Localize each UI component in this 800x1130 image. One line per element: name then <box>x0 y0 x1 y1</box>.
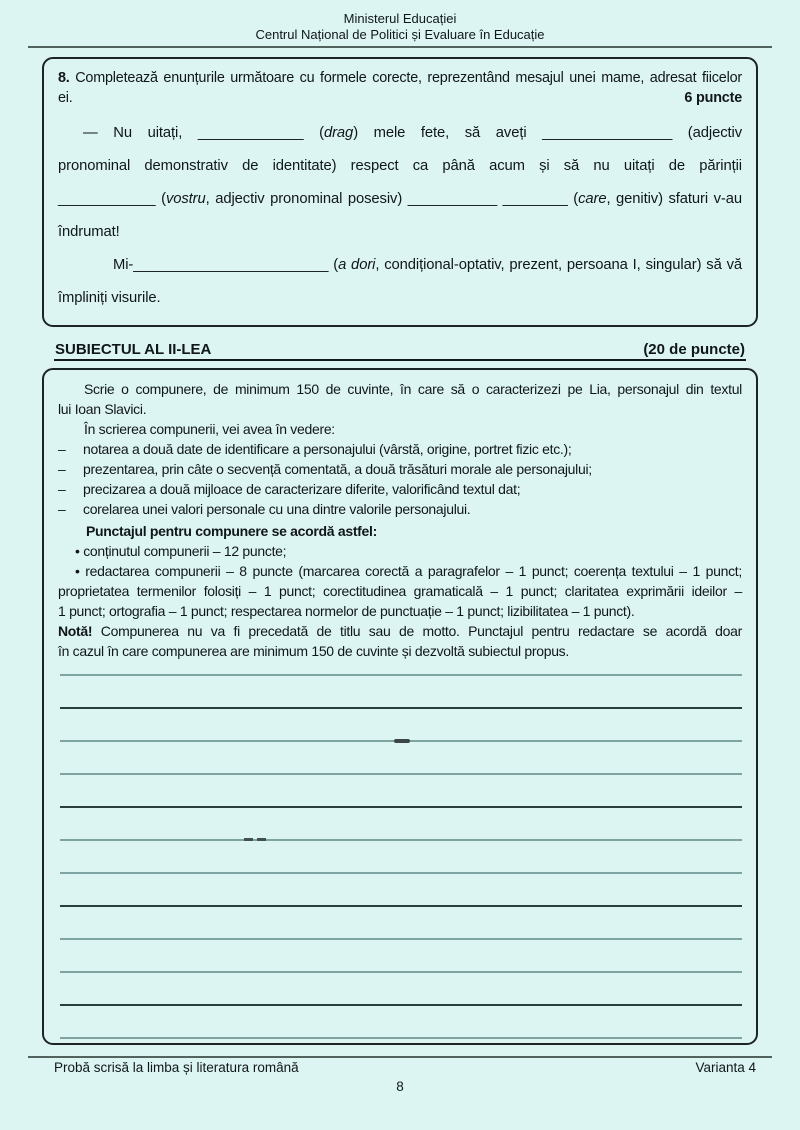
dash-marker: – <box>58 501 66 517</box>
writing-line <box>60 841 742 874</box>
exercise8-body <box>58 117 742 315</box>
writing-line <box>60 775 742 808</box>
text-line: — Nu uitați, _____________ (drag) mele fete, să aveți ________________ (adjectiv <box>83 125 742 141</box>
writing-lines <box>60 642 742 1039</box>
subject2-heading <box>54 341 746 361</box>
footer-exam-name: Probă scrisă la limba și literatura română <box>54 1060 299 1075</box>
text-line: împliniți visurile. <box>58 290 161 306</box>
text-line: • redactarea compunerii – 8 puncte (marcarea corectă a paragrafelor – 1 punct; coerența textului – 1 punct; <box>75 563 742 579</box>
dash-marker: – <box>58 441 66 457</box>
document-footer <box>0 1056 800 1094</box>
dash-marker: – <box>58 461 66 477</box>
text-line: Scrie o compunere, de minimum 150 de cuvinte, în care să o caracterizezi pe Lia, personajul din textul <box>84 381 742 397</box>
requirement-text: prezentarea, prin câte o secvență comentată, a două trăsături morale ale personajului; <box>83 461 592 477</box>
text-line: 1 punct; ortografia – 1 punct; respectarea normelor de punctuație – 1 punct; lizibilitatea – 1 punct). <box>58 603 635 619</box>
text-line: în cazul în care compunerea are minimum 150 de cuvinte și dezvoltă subiectul propus. <box>58 643 569 659</box>
exercise8-box <box>42 57 758 327</box>
subject2-points-badge: (20 de puncte) <box>643 341 745 358</box>
exercise8-instruction-tail: ei. <box>58 90 73 106</box>
scoring-details <box>58 541 742 621</box>
dash-marker: – <box>58 481 66 497</box>
writing-line <box>60 907 742 940</box>
exercise8-instruction-text: Completează enunțurile următoare cu formele corecte, reprezentând mesajul unei mame, adresat fiicelor <box>75 70 742 86</box>
writing-line <box>60 940 742 973</box>
header-divider <box>28 46 772 48</box>
exercise8-points-badge: 6 puncte <box>684 90 742 106</box>
writing-line <box>60 709 742 742</box>
text-line: proprietatea termenilor folosiți – 1 punct; corectitudinea gramaticală – 1 punct; claritatea exprimării ideilor – <box>58 583 742 599</box>
writing-line <box>60 973 742 1006</box>
subject2-title: SUBIECTUL AL II-LEA <box>55 341 212 358</box>
subject2-intro: În scrierea compunerii, vei avea în vedere: <box>84 421 335 437</box>
requirement-text: notarea a două date de identificare a personajului (vârstă, origine, portret fizic etc.); <box>83 441 572 457</box>
requirement-item <box>58 439 742 459</box>
page-number: 8 <box>396 1079 404 1094</box>
subject2-box <box>42 368 758 1045</box>
writing-line <box>60 742 742 775</box>
scoring-title: Punctajul pentru compunere se acordă astfel: <box>86 523 377 539</box>
writing-line <box>60 808 742 841</box>
document-header <box>0 0 800 43</box>
requirement-text: precizarea a două mijloace de caracterizare diferite, valorificând textul dat; <box>83 481 521 497</box>
writing-line <box>60 642 742 676</box>
writing-line <box>60 676 742 709</box>
header-national-center: Centrul Național de Politici și Evaluare în Educație <box>255 27 545 42</box>
subject2-task <box>58 379 742 419</box>
text-line: • conținutul compunerii – 12 puncte; <box>75 543 287 559</box>
requirement-item <box>58 459 742 479</box>
header-ministry: Ministerul Educației <box>343 11 457 26</box>
text-line: lui Ioan Slavici. <box>58 401 147 417</box>
exercise8-instruction-line2 <box>58 88 742 108</box>
requirement-text: corelarea unei valori personale cu una dintre valorile personajului. <box>83 501 471 517</box>
text-line: Notă! Compunerea nu va fi precedată de titlu sau de motto. Punctajul pentru redactare se acordă doar <box>58 623 742 639</box>
text-line: ____________ (vostru, adjectiv pronominal posesiv) ___________ ________ (care, genitiv) sfaturi v-au <box>58 191 742 207</box>
requirement-item <box>58 479 742 499</box>
exercise8-instruction-line1 <box>58 68 742 88</box>
exercise8-number: 8. <box>58 70 70 86</box>
text-line: Mi-________________________ (a dori, condițional-optativ, prezent, persoana I, singular) să vă <box>113 257 742 273</box>
text-line: pronominal demonstrativ de identitate) respect ca până acum și să nu uitați de părinții <box>58 158 742 174</box>
requirement-item <box>58 499 742 519</box>
text-line: îndrumat! <box>58 224 120 240</box>
writing-line <box>60 1006 742 1039</box>
writing-line <box>60 874 742 907</box>
footer-variant: Varianta 4 <box>695 1060 756 1075</box>
